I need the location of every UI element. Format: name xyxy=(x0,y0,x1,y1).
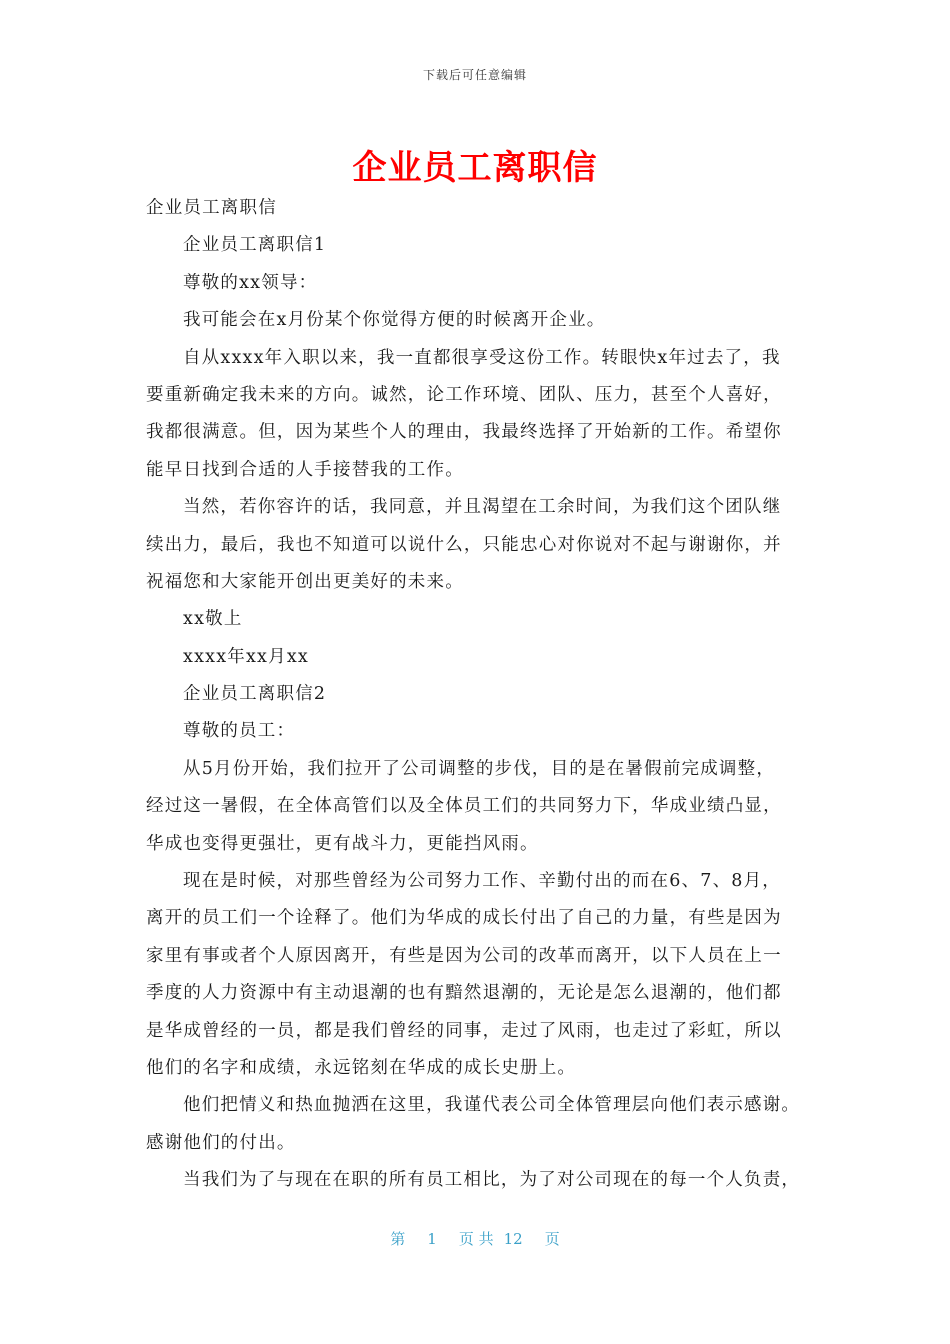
letter-heading-1: 企业员工离职信1 xyxy=(183,235,327,256)
footer-suffix: 页 xyxy=(544,1230,560,1248)
paragraph-line: 他们的名字和成绩，永远铭刻在华成的成长史册上。 xyxy=(146,1057,577,1078)
paragraph-line: 家里有事或者个人原因离开，有些是因为公司的改革而离开，以下人员在上一 xyxy=(146,945,782,966)
paragraph-line: 祝福您和大家能开创出更美好的未来。 xyxy=(146,571,464,592)
paragraph-line: 续出力，最后，我也不知道可以说什么，只能忠心对你说对不起与谢谢你，并 xyxy=(146,534,782,555)
paragraph-line: 自从xxxx年入职以来，我一直都很享受这份工作。转眼快x年过去了，我 xyxy=(183,347,781,368)
paragraph-line: 当我们为了与现在在职的所有员工相比，为了对公司现在的每一个人负责， xyxy=(183,1170,801,1191)
document-body xyxy=(146,190,806,1200)
footer-prefix: 第 xyxy=(390,1230,406,1248)
footer-middle: 页 共 xyxy=(458,1230,494,1248)
salutation: 尊敬的xx领导： xyxy=(183,272,318,293)
paragraph-line: 能早日找到合适的人手接替我的工作。 xyxy=(146,459,464,480)
paragraph-line: 要重新确定我未来的方向。诚然，论工作环境、团队、压力，甚至个人喜好， xyxy=(146,384,782,405)
header-note: 下载后可任意编辑 xyxy=(422,68,527,82)
paragraph-line: 经过这一暑假，在全体高管们以及全体员工们的共同努力下，华成业绩凸显， xyxy=(146,796,782,817)
date-line: xxxx年xx月xx xyxy=(183,646,309,667)
paragraph-line: 从5月份开始，我们拉开了公司调整的步伐，目的是在暑假前完成调整， xyxy=(183,758,776,779)
salutation: 尊敬的员工： xyxy=(183,721,296,742)
paragraph-line: 华成也变得更强壮，更有战斗力，更能挡风雨。 xyxy=(146,833,539,854)
paragraph-line: 是华成曾经的一员，都是我们曾经的同事，走过了风雨，也走过了彩虹，所以 xyxy=(146,1020,782,1041)
paragraph-line: 他们把情义和热血抛洒在这里，我谨代表公司全体管理层向他们表示感谢。 xyxy=(183,1095,801,1116)
paragraph-line: 当然，若你容许的话，我同意，并且渴望在工余时间，为我们这个团队继 xyxy=(183,497,782,518)
letter-heading-2: 企业员工离职信2 xyxy=(183,684,327,705)
paragraph-line: 企业员工离职信 xyxy=(146,198,277,218)
page-number: 1 xyxy=(427,1230,437,1248)
signature: xx敬上 xyxy=(183,609,243,630)
page-footer xyxy=(0,1228,950,1249)
paragraph-line: 季度的人力资源中有主动退潮的也有黯然退潮的，无论是怎么退潮的，他们都 xyxy=(146,983,782,1004)
paragraph-line: 现在是时候，对那些曾经为公司努力工作、辛勤付出的而在6、7、8月， xyxy=(183,871,781,892)
paragraph-line: 离开的员工们一个诠释了。他们为华成的成长付出了自己的力量，有些是因为 xyxy=(146,908,782,929)
paragraph-line: 我都很满意。但，因为某些个人的理由，我最终选择了开始新的工作。希望你 xyxy=(146,422,782,443)
paragraph-line: 我可能会在x月份某个你觉得方便的时候离开企业。 xyxy=(183,310,606,331)
paragraph-line: 感谢他们的付出。 xyxy=(146,1132,296,1153)
document-title: 企业员工离职信 xyxy=(352,148,598,188)
total-pages: 12 xyxy=(503,1230,523,1248)
